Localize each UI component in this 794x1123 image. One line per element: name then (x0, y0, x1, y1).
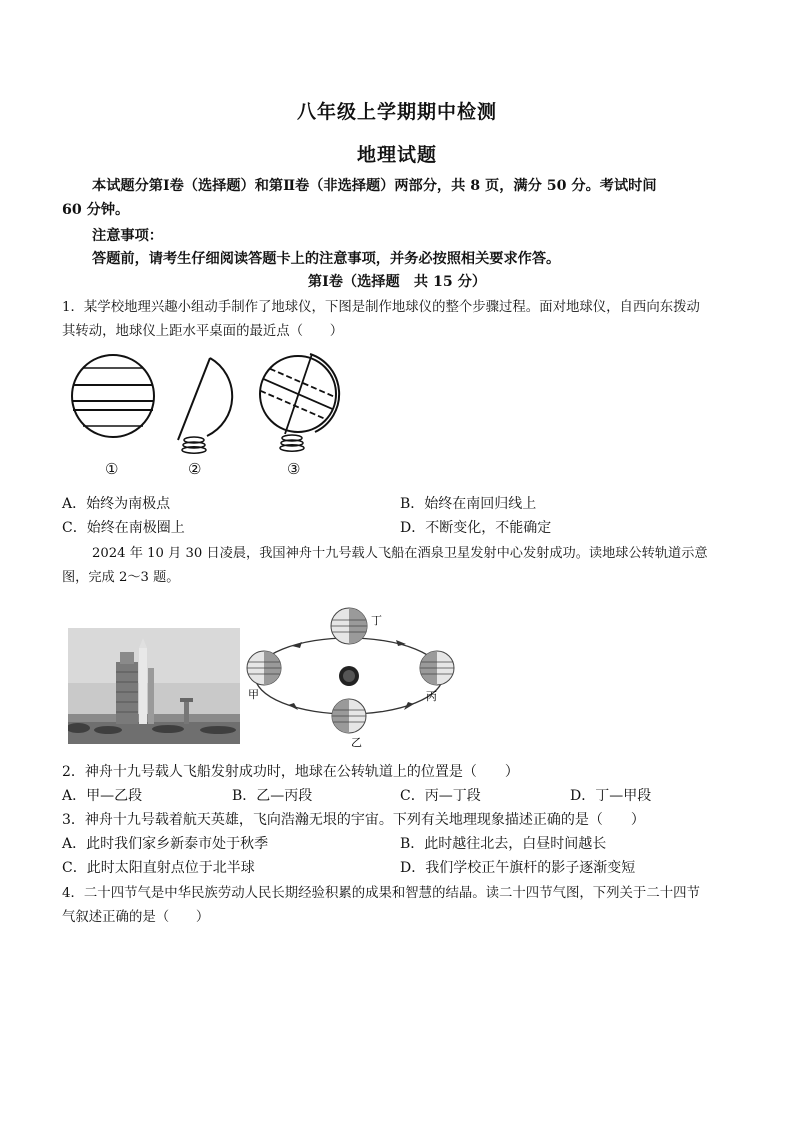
page-title: 八年级上学期期中检测 (296, 101, 497, 123)
notice-label: 注意事项： (92, 228, 163, 244)
q2-option-c: C．丙—丁段 (400, 788, 481, 804)
fig-label-3: ③ (287, 460, 301, 478)
section-title: 第Ⅰ卷（选择题 共 15 分） (307, 274, 487, 290)
globe-making-figure (60, 352, 360, 457)
passage-line-1: 2024 年 10 月 30 日凌晨，我国神舟十九号载人飞船在酒泉卫星发射中心发射成功。读地球公转轨道示意 (92, 546, 708, 561)
q3-option-a: A．此时我们家乡新泰市处于秋季 (62, 836, 269, 852)
q1-stem-line-1: 1．某学校地理兴趣小组动手制作了地球仪，下图是制作地球仪的整个步骤过程。面对地球仪，自西向东拨动 (62, 300, 700, 315)
orbit-label-bing: 丙 (426, 690, 437, 703)
orbit-label-ding: 丁 (371, 614, 382, 627)
q4-stem-line-2: 气叙述正确的是（ ） (62, 910, 210, 925)
intro-line-2: 60 分钟。 (62, 202, 130, 218)
q1-stem-line-2: 其转动，地球仪上距水平桌面的最近点（ ） (62, 324, 344, 339)
q1-option-d: D．不断变化，不能确定 (400, 520, 552, 536)
earth-orbit-diagram (244, 606, 459, 750)
q3-option-c: C．此时太阳直射点位于北半球 (62, 860, 255, 876)
orbit-label-jia: 甲 (248, 688, 259, 701)
q2-option-a: A．甲—乙段 (62, 788, 143, 804)
globe-step-1 (72, 355, 154, 437)
notice-text: 答题前，请考生仔细阅读答题卡上的注意事项，并务必按照相关要求作答。 (92, 251, 561, 267)
earth-bing (420, 651, 454, 685)
globe-step-3 (258, 354, 339, 451)
fig-label-2: ② (188, 460, 202, 478)
fig-label-1: ① (105, 460, 119, 478)
globe-step-2 (178, 358, 232, 453)
q3-option-b: B．此时越往北去，白昼时间越长 (400, 836, 607, 852)
q4-stem-line-1: 4．二十四节气是中华民族劳动人民长期经验积累的成果和智慧的结晶。读二十四节气图，下列关于二十四节 (62, 886, 700, 901)
passage-line-2: 图，完成 2～3 题。 (62, 570, 180, 585)
earth-ding (331, 608, 367, 644)
axis-rod (178, 358, 210, 440)
earth-jia (247, 651, 281, 685)
subject-title: 地理试题 (356, 144, 437, 166)
orbit-label-yi: 乙 (351, 736, 362, 749)
rocket-launch-photo (68, 628, 240, 744)
q1-option-b: B．始终在南回归线上 (400, 496, 537, 512)
q1-option-c: C．始终在南极圈上 (62, 520, 185, 536)
intro-line-1: 本试题分第Ⅰ卷（选择题）和第Ⅱ卷（非选择题）两部分，共 8 页，满分 50 分。考试时间 (92, 178, 657, 194)
q2-stem: 2．神舟十九号载人飞船发射成功时，地球在公转轨道上的位置是（ ） (62, 764, 519, 780)
meridian-ring (207, 358, 232, 436)
q2-option-b: B．乙—丙段 (232, 788, 313, 804)
q3-option-d: D．我们学校正午旗杆的影子逐渐变短 (400, 860, 636, 876)
earth-yi (332, 699, 366, 733)
q2-option-d: D．丁—甲段 (570, 788, 652, 804)
q3-stem: 3．神舟十九号载着航天英雄，飞向浩瀚无垠的宇宙。下列有关地理现象描述正确的是（ ） (62, 812, 645, 828)
q1-option-a: A．始终为南极点 (62, 496, 171, 512)
